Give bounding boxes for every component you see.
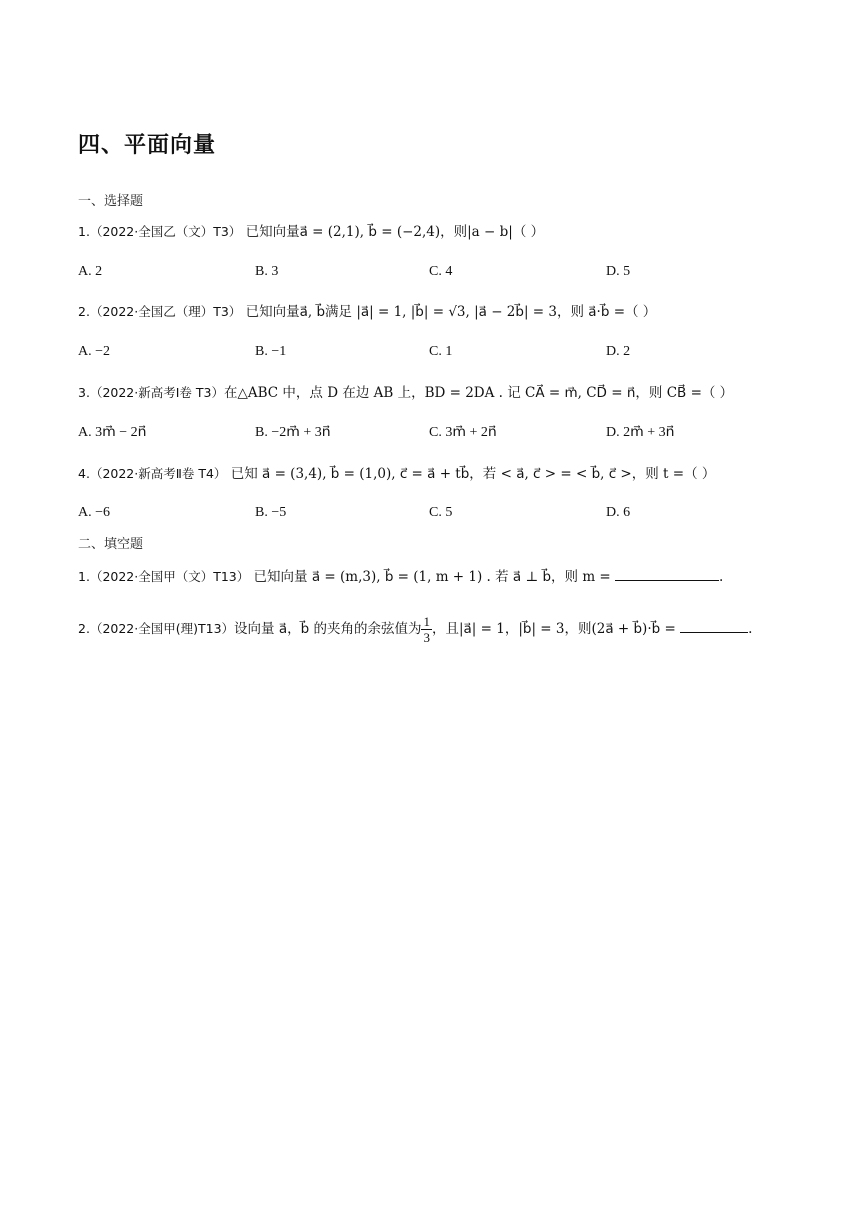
option-c: C. 3m⃗ + 2n⃗ xyxy=(429,425,497,440)
question-text: 在△ABC 中，点 D 在边 AB 上，BD = 2DA . 记 CA⃗ = m⃗, CD⃗ = n⃗，则 CB⃗ =（ ） xyxy=(223,385,734,401)
question-tail: . xyxy=(719,569,724,585)
question-text: 已知 a⃗ = (3,4), b⃗ = (1,0), c⃗ = a⃗ + tb⃗，若 < a⃗, c⃗ > = < b⃗, c⃗ >，则 t =（ ） xyxy=(226,466,716,482)
option-b: B. 3 xyxy=(255,264,279,279)
question-source: （2022·新高考Ⅰ卷 T3） xyxy=(89,385,224,400)
option-d: D. 6 xyxy=(606,505,631,520)
question-2 xyxy=(78,302,656,322)
question-source: （2022·全国乙（文）T3） xyxy=(89,224,242,239)
question-tail: . xyxy=(748,621,753,637)
option-d: D. 2m⃗ + 3n⃗ xyxy=(606,425,675,440)
question-number: 1. xyxy=(78,569,90,584)
fraction-denominator: 3 xyxy=(423,630,430,645)
answer-blank[interactable] xyxy=(680,618,748,633)
option-b: B. −1 xyxy=(255,344,287,359)
option-a: A. −2 xyxy=(78,344,111,359)
option-c: C. 1 xyxy=(429,344,453,359)
option-d: D. 2 xyxy=(606,344,631,359)
question-text: 设向量 a⃗，b⃗ 的夹角的余弦值为 xyxy=(234,621,422,637)
question-number: 2. xyxy=(78,304,90,319)
question-text: 已知向量 a⃗ = (m,3), b⃗ = (1, m + 1) . 若 a⃗ ⊥ b⃗，则 m = xyxy=(249,569,611,585)
question-text: 已知向量a⃗ = (2,1), b⃗ = (−2,4)，则|a − b|（ ） xyxy=(241,224,545,240)
option-a: A. 2 xyxy=(78,264,103,279)
question-source: （2022·全国甲(理)T13） xyxy=(89,621,235,636)
option-b: B. −2m⃗ + 3n⃗ xyxy=(255,425,331,440)
option-b: B. −5 xyxy=(255,505,287,520)
section-heading-choice: 一、选择题 xyxy=(78,194,144,209)
question-text-after: ，且|a⃗| = 1，|b⃗| = 3，则(2a⃗ + b⃗)·b⃗ = xyxy=(431,621,676,637)
question-source: （2022·新高考Ⅱ卷 T4） xyxy=(89,466,227,481)
section-heading-fill: 二、填空题 xyxy=(78,537,144,552)
question-number: 4. xyxy=(78,466,90,481)
question-number: 3. xyxy=(78,385,90,400)
question-4 xyxy=(78,464,715,484)
fraction xyxy=(421,614,432,645)
question-source: （2022·全国乙（理）T3） xyxy=(89,304,242,319)
fill-question-2 xyxy=(78,614,752,645)
question-text: 已知向量a⃗, b⃗满足 |a⃗| = 1, |b⃗| = √3, |a⃗ − 2b⃗| = 3，则 a⃗·b⃗ =（ ） xyxy=(241,304,657,320)
fill-question-1 xyxy=(78,566,723,587)
option-a: A. 3m⃗ − 2n⃗ xyxy=(78,425,147,440)
answer-blank[interactable] xyxy=(615,566,719,581)
option-d: D. 5 xyxy=(606,264,631,279)
fraction-numerator: 1 xyxy=(423,614,430,629)
question-number: 1. xyxy=(78,224,90,239)
question-source: （2022·全国甲（文）T13） xyxy=(89,569,250,584)
question-3 xyxy=(78,383,733,403)
question-1 xyxy=(78,222,544,242)
option-c: C. 4 xyxy=(429,264,453,279)
option-a: A. −6 xyxy=(78,505,111,520)
page-title: 四、平面向量 xyxy=(78,133,217,158)
option-c: C. 5 xyxy=(429,505,453,520)
question-number: 2. xyxy=(78,621,90,636)
